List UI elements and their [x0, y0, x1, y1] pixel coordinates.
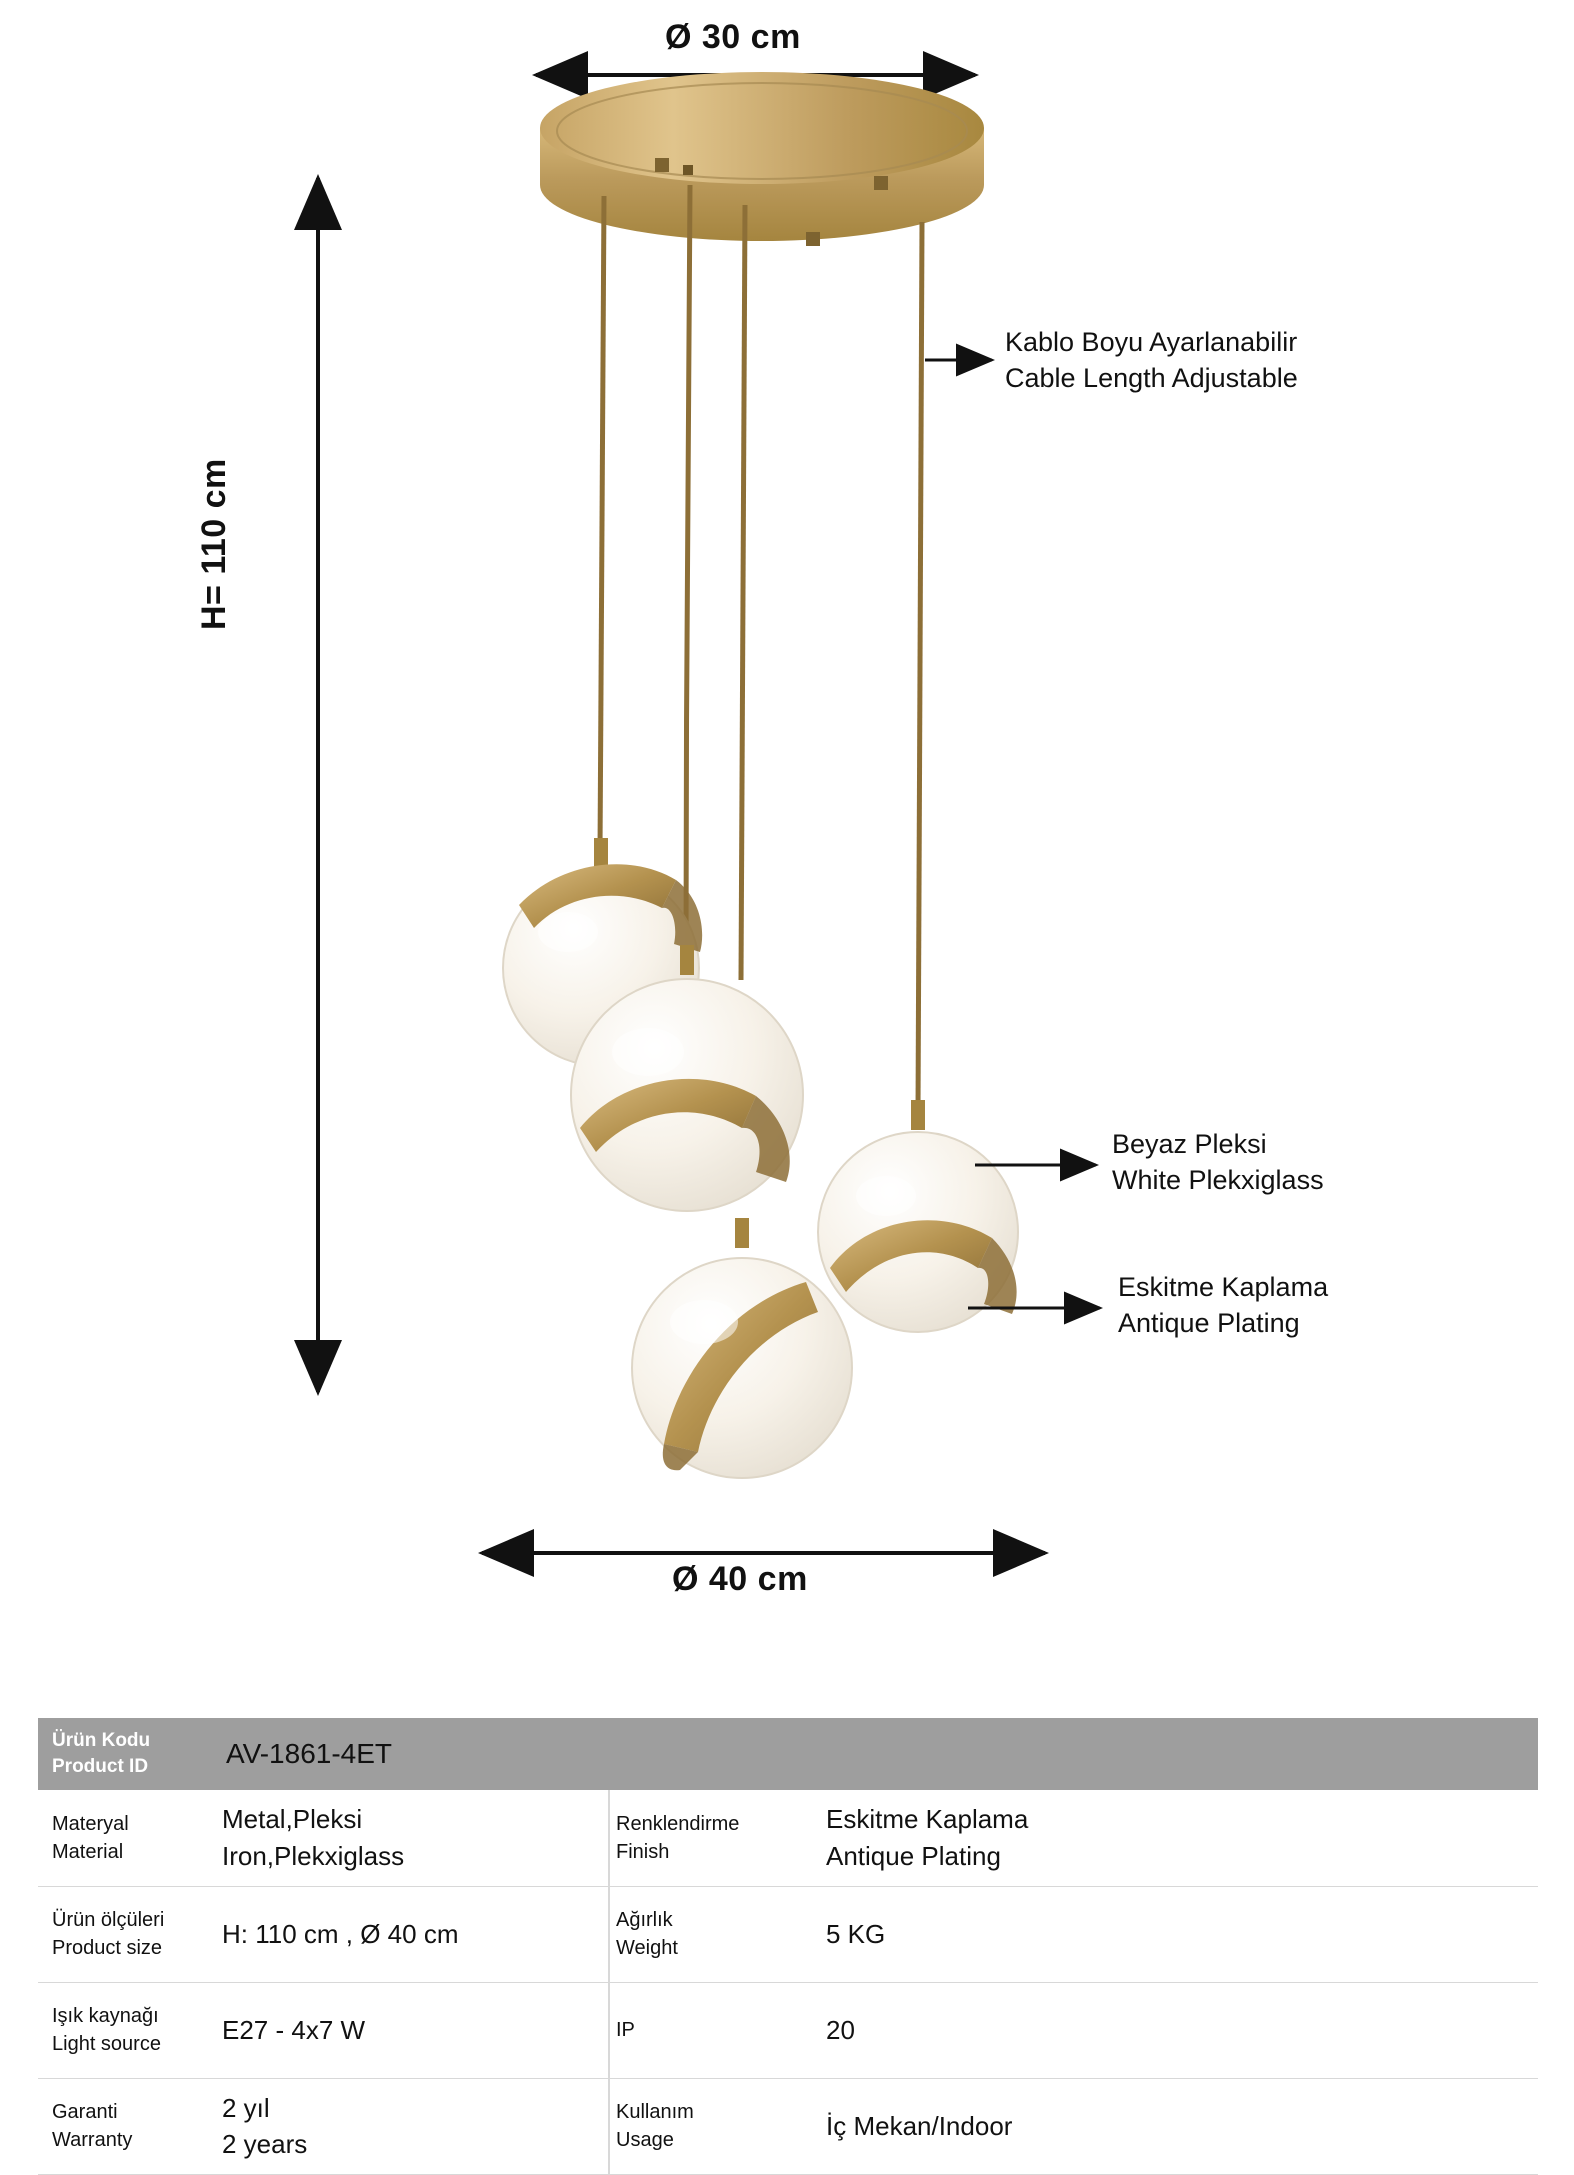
row-warranty-value-en: 2 years — [222, 2129, 308, 2159]
row-size-value — [218, 1886, 608, 1982]
row-ip-value — [820, 1982, 1538, 2078]
row-light-source-key-en: Light source — [52, 2033, 161, 2055]
row-usage-value — [820, 2078, 1538, 2174]
row-usage-value-tr: İç Mekan/Indoor — [826, 2110, 1013, 2141]
row-ip-value-tr: 20 — [826, 2014, 855, 2045]
row-size-key-tr: Ürün ölçüleri — [52, 1909, 165, 1931]
row-light-source-value — [218, 1982, 608, 2078]
row-light-source-key-tr: Işık kaynağı — [52, 2005, 159, 2027]
bottom-diameter-label: Ø 40 cm — [672, 1560, 808, 1598]
table-row — [38, 1982, 1538, 2078]
callout-antique-plating-en: Antique Plating — [1118, 1307, 1300, 1338]
row-usage-key-tr: Kullanım — [616, 2101, 694, 2123]
callout-cable-length-en: Cable Length Adjustable — [1005, 362, 1298, 393]
row-size-key-en: Product size — [52, 1937, 163, 1959]
row-material-key-tr: Materyal — [52, 1812, 129, 1835]
row-material-value — [218, 1790, 608, 1886]
callout-antique-plating-tr: Eskitme Kaplama — [1118, 1272, 1329, 1302]
row-size-value-tr: H: 110 cm , Ø 40 cm — [222, 1918, 459, 1949]
row-warranty-key-en: Warranty — [52, 2129, 133, 2151]
cable-4 — [918, 222, 922, 1112]
table-row — [38, 1886, 1538, 1982]
callout-white-plexiglass — [1112, 1127, 1324, 1199]
row-finish-key-en: Finish — [616, 1840, 670, 1863]
globe-3 — [632, 1218, 852, 1478]
callout-white-plexiglass-en: White Plekxiglass — [1112, 1164, 1324, 1195]
row-usage-key-en: Usage — [616, 2129, 674, 2151]
row-usage-key — [610, 2078, 820, 2174]
row-material-key — [38, 1790, 218, 1886]
table-row — [38, 1790, 1538, 1886]
product-id-key-tr: Ürün Kodu — [52, 1730, 151, 1752]
row-finish-value-en: Antique Plating — [826, 1840, 1001, 1871]
row-finish-value — [820, 1790, 1538, 1886]
row-weight-value-tr: 5 KG — [826, 1918, 886, 1949]
product-id-key — [38, 1718, 218, 1790]
top-diameter-label: Ø 30 cm — [665, 18, 801, 56]
row-ip-key-tr: IP — [616, 2019, 635, 2041]
row-material-value-en: Iron,Plekxiglass — [222, 1840, 405, 1871]
callout-white-plexiglass-tr: Beyaz Pleksi — [1112, 1129, 1267, 1159]
specification-table — [38, 1718, 1538, 2175]
row-warranty-value-tr: 2 yıl — [222, 2092, 270, 2123]
row-size-key — [38, 1886, 218, 1982]
row-warranty-key-tr: Garanti — [52, 2101, 118, 2123]
product-id-key-en: Product ID — [52, 1756, 149, 1777]
height-label: H= 110 cm — [195, 458, 233, 630]
product-id-value: AV-1861-4ET — [226, 1738, 393, 1769]
row-finish-value-tr: Eskitme Kaplama — [826, 1804, 1029, 1835]
row-weight-key-en: Weight — [616, 1937, 678, 1959]
table-row — [38, 2078, 1538, 2174]
row-weight-value — [820, 1886, 1538, 1982]
cable-3 — [741, 205, 745, 980]
row-weight-key-tr: Ağırlık — [616, 1909, 673, 1931]
row-material-value-tr: Metal,Pleksi — [222, 1804, 363, 1835]
row-ip-key — [610, 1982, 820, 2078]
row-finish-key-tr: Renklendirme — [616, 1812, 740, 1835]
row-weight-key — [610, 1886, 820, 1982]
callout-antique-plating — [1118, 1270, 1328, 1342]
table-header-row — [38, 1718, 1538, 1790]
row-warranty-key — [38, 2078, 218, 2174]
row-finish-key — [610, 1790, 820, 1886]
callout-cable-length — [1005, 325, 1298, 397]
callout-cable-length-tr: Kablo Boyu Ayarlanabilir — [1005, 327, 1298, 357]
ceiling-canopy — [540, 72, 984, 246]
globe-4 — [818, 1100, 1018, 1332]
row-material-key-en: Material — [52, 1840, 124, 1863]
row-light-source-key — [38, 1982, 218, 2078]
row-light-source-value-tr: E27 - 4x7 W — [222, 2014, 366, 2045]
cable-2 — [686, 185, 690, 955]
row-warranty-value — [218, 2078, 608, 2174]
cable-1 — [600, 196, 604, 852]
